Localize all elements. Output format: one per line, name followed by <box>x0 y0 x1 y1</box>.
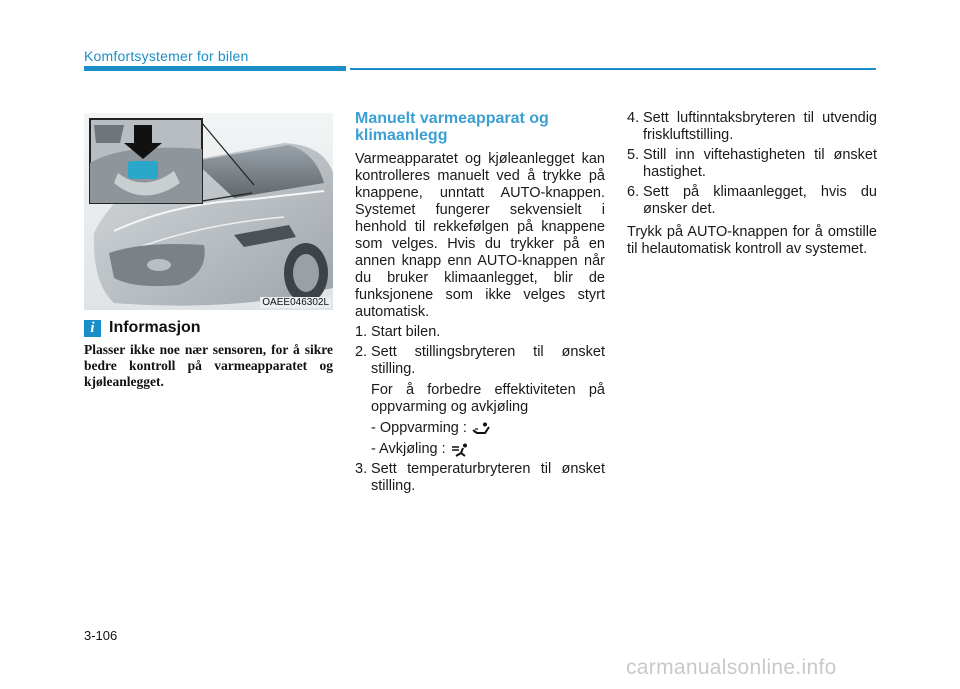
info-icon: i <box>84 320 101 337</box>
step-2-note: For å forbedre effektiviteten på oppvarming og avkjøling <box>371 382 605 415</box>
manual-column-3 <box>627 110 877 258</box>
info-heading <box>84 319 201 337</box>
step-3: 3. Sett temperaturbryteren til ønsket stilling. <box>355 461 605 494</box>
step-5: 5. Still inn viftehastigheten til ønsket hastighet. <box>627 147 877 180</box>
watermark: carmanualsonline.info <box>626 656 837 679</box>
page-number: 3-106 <box>84 628 118 643</box>
floor-vent-icon <box>471 422 491 436</box>
step-1: 1. Start bilen. <box>355 324 441 340</box>
manual-column-2 <box>355 151 605 495</box>
cooling-label: - Avkjøling : <box>371 441 446 457</box>
figure-code: OAEE046302L <box>262 297 329 308</box>
cooling-mode <box>355 441 605 458</box>
header-rule-thick <box>84 66 346 71</box>
section-title: Manuelt varmeapparat og klimaanlegg <box>355 110 549 144</box>
face-vent-icon <box>450 443 470 457</box>
info-text: Plasser ikke noe nær sensoren, for å sikre bedre kontroll på varmeapparatet og kjøleanlegget. <box>84 342 333 389</box>
step-6: 6. Sett på klimaanlegget, hvis du ønsker det. <box>627 184 877 217</box>
heating-label: - Oppvarming : <box>371 420 467 436</box>
step-2: 2. Sett stillingsbryteren til ønsket stilling. <box>355 344 605 377</box>
header-rule-thin <box>350 68 876 70</box>
section-header: Komfortsystemer for bilen <box>84 48 249 64</box>
intro-paragraph: Varmeapparatet og kjøleanlegget kan kontrolleres manuelt ved å trykke på knappene, unntatt AUTO-knappen. Systemet fungerer sekvensielt i henhold til rekkefølgen på knappene som velges. Hvis du trykker på en annen knapp enn AUTO-knappen når du bruker klimaanlegget, blir de funksjonene som ikke velges styrt automatisk. <box>355 151 605 320</box>
heating-mode <box>355 420 605 437</box>
info-title: Informasjon <box>109 319 201 336</box>
car-sensor-illustration <box>84 113 333 310</box>
closing-paragraph: Trykk på AUTO-knappen for å omstille til helautomatisk kontroll av systemet. <box>627 224 877 257</box>
step-4: 4. Sett luftinntaksbryteren til utvendig friskluftstilling. <box>627 110 877 143</box>
